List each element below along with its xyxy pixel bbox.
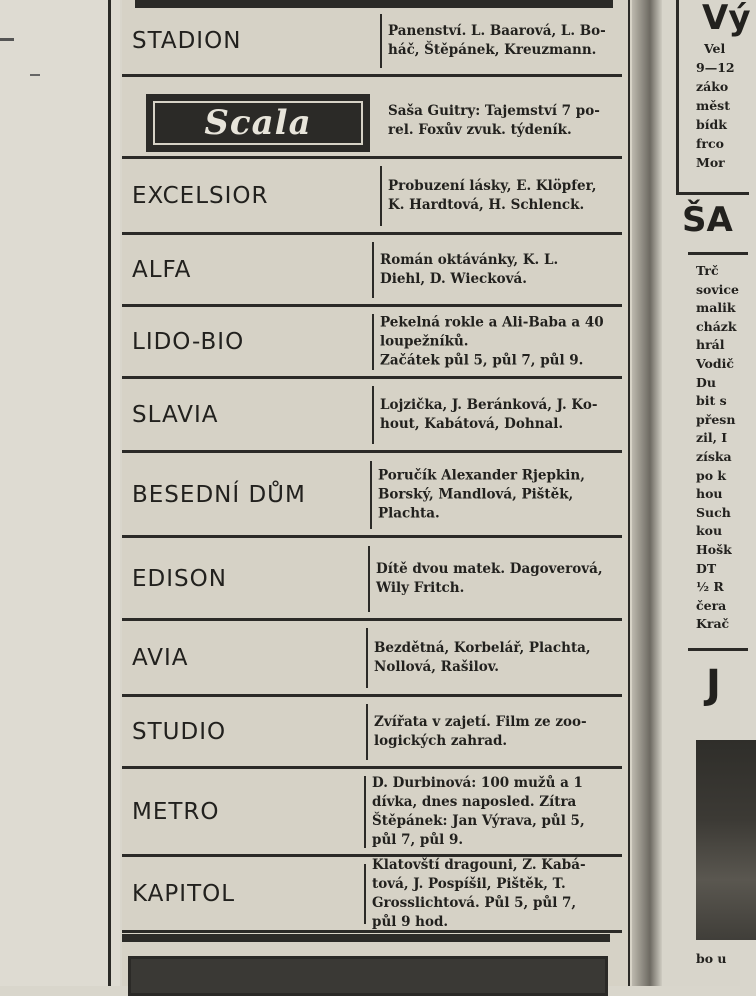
cinema-row: [122, 86, 622, 159]
program-text: [380, 396, 620, 434]
right-page-rule: [688, 252, 748, 255]
column-divider: [366, 704, 368, 760]
program-text: [378, 467, 620, 524]
right-page-line: malik: [696, 300, 736, 316]
right-page-line: 9—12: [696, 60, 735, 75]
right-page-line: získa: [696, 449, 732, 464]
right-page-line: Vel: [704, 41, 726, 56]
cinema-row: [122, 8, 622, 77]
right-page: [662, 0, 751, 986]
right-page-line: měst: [696, 98, 730, 113]
program-line: hout, Kabátová, Dohnal.: [380, 416, 564, 432]
column-divider: [380, 166, 382, 226]
cinema-row: [122, 622, 622, 697]
program-line: Dítě dvou matek. Dagoverová,: [376, 561, 603, 577]
program-text: [388, 22, 620, 60]
program-line: Panenství. L. Baarová, L. Bo-: [388, 23, 606, 39]
program-line: Diehl, D. Wiecková.: [380, 271, 527, 287]
right-page-line: Trč: [696, 263, 719, 278]
right-page-line: přesn: [696, 411, 736, 427]
ink-mark: [30, 74, 40, 76]
column-divider: [380, 14, 382, 68]
cinema-name: Scala: [153, 101, 363, 145]
right-page-line: bit s: [696, 393, 727, 409]
right-page-line: Vodič: [696, 356, 734, 371]
cinema-logo: [146, 94, 370, 152]
cinema-name: AVIA: [132, 645, 189, 671]
next-advert-box: [128, 956, 608, 996]
column-divider: [372, 242, 374, 298]
cinema-row: [122, 160, 622, 235]
program-line: Saša Guitry: Tajemství 7 po-: [388, 103, 600, 119]
program-line: Lojzička, J. Beránková, J. Ko-: [380, 397, 598, 413]
right-page-line: DT: [696, 560, 717, 576]
program-line: Štěpánek: Jan Výrava, půl 5,: [372, 813, 585, 829]
right-page-heading-2: ŠA: [682, 200, 733, 240]
left-page-margin: [0, 0, 120, 986]
right-page-line: cházk: [696, 318, 737, 334]
right-page-line: Du: [696, 374, 716, 390]
right-page-heading-3: J: [706, 662, 721, 708]
column-divider: [364, 776, 366, 848]
cinema-row: [122, 770, 622, 857]
program-line: Borský, Mandlová, Pištěk,: [378, 486, 574, 503]
cinema-name: ALFA: [132, 257, 192, 283]
program-line: háč, Štěpánek, Kreuzmann.: [388, 42, 597, 58]
program-text: [376, 560, 620, 598]
cinema-row: [122, 380, 622, 453]
cinema-row: [122, 698, 622, 769]
column-divider: [366, 628, 368, 688]
column-divider: [368, 546, 370, 612]
program-line: Probuzení lásky, E. Klöpfer,: [388, 178, 597, 194]
right-page-line: kou: [696, 523, 723, 539]
right-page-line: Krač: [696, 616, 730, 632]
program-line: rel. Foxův zvuk. týdeník.: [388, 122, 572, 138]
bottom-rule: [122, 934, 610, 942]
program-line: K. Hardtová, H. Schlenck.: [388, 197, 585, 213]
program-text: [372, 774, 620, 850]
cinema-name: KAPITOL: [132, 881, 236, 907]
right-page-line: záko: [696, 79, 729, 94]
cinema-name: STUDIO: [132, 719, 227, 745]
cinema-row: [122, 540, 622, 621]
program-line: půl 9 hod.: [372, 914, 449, 930]
cinema-row: [122, 308, 622, 379]
cinema-name: EDISON: [132, 566, 227, 592]
right-page-line: čera: [696, 597, 727, 613]
cinema-name: BESEDNÍ DŮM: [132, 482, 306, 508]
program-line: Poručík Alexander Rjepkin,: [378, 467, 585, 484]
cinema-name: SLAVIA: [132, 402, 219, 428]
column-divider: [372, 314, 374, 370]
top-rule: [135, 0, 613, 8]
program-line: půl 7, půl 9.: [372, 832, 464, 848]
right-page-photo: [696, 740, 756, 940]
right-page-line: frco: [696, 136, 724, 151]
right-page-rule: [688, 648, 748, 651]
program-line: Pekelná rokle a Ali-Baba a 40: [380, 314, 604, 331]
ink-mark: [0, 38, 14, 41]
program-line: D. Durbinová: 100 mužů a 1: [372, 775, 583, 791]
right-page-heading: Vý: [702, 0, 751, 38]
program-line: Grosslichtová. Půl 5, půl 7,: [372, 895, 577, 911]
right-page-line: zil, I: [696, 430, 728, 446]
column-rule-right: [628, 0, 630, 986]
cinema-name: LIDO-BIO: [132, 329, 245, 355]
cinema-name: STADION: [132, 28, 242, 54]
page-gutter: [632, 0, 662, 986]
cinema-row: [122, 455, 622, 538]
program-line: Nollová, Rašilov.: [374, 659, 499, 675]
program-line: logických zahrad.: [374, 733, 508, 749]
column-divider: [370, 461, 372, 529]
program-line: Bezdětná, Korbelář, Plachta,: [374, 640, 591, 656]
right-page-line: hrál: [696, 337, 725, 353]
right-page-line: Hošk: [696, 542, 732, 557]
program-text: [388, 102, 620, 140]
right-page-bottom-text: bo u: [696, 951, 727, 966]
program-text: [372, 856, 620, 932]
column-divider: [372, 386, 374, 444]
program-line: Začátek půl 5, půl 7, půl 9.: [380, 352, 584, 369]
program-line: Wily Fritch.: [376, 580, 465, 596]
program-line: Zvířata v zajetí. Film ze zoo-: [374, 714, 587, 730]
program-line: tová, J. Pospíšil, Pištěk, T.: [372, 876, 566, 892]
right-page-line: po k: [696, 467, 727, 483]
program-line: Román oktávánky, K. L.: [380, 252, 559, 268]
program-text: [374, 639, 620, 677]
program-text: [374, 713, 620, 751]
cinema-name: EXCELSIOR: [132, 183, 269, 209]
program-line: dívka, dnes naposled. Zítra: [372, 794, 577, 810]
cinema-row: [122, 236, 622, 307]
column-divider: [364, 864, 366, 924]
program-text: [380, 314, 620, 371]
program-text: [388, 177, 620, 215]
program-line: Klatovští dragouni, Z. Kabá-: [372, 857, 586, 873]
column-rule-left: [108, 0, 111, 986]
right-page-line: hou: [696, 486, 723, 502]
program-line: loupežníků.: [380, 333, 469, 350]
right-page-line: bídk: [696, 117, 727, 132]
cinema-name: METRO: [132, 799, 220, 825]
program-line: Plachta.: [378, 505, 440, 522]
cinema-row: [122, 858, 622, 933]
right-page-line: Mor: [696, 155, 725, 170]
right-page-line: Such: [696, 504, 731, 520]
program-text: [380, 251, 620, 289]
right-page-line: ½ R: [696, 579, 724, 595]
right-page-line: sovice: [696, 281, 739, 297]
